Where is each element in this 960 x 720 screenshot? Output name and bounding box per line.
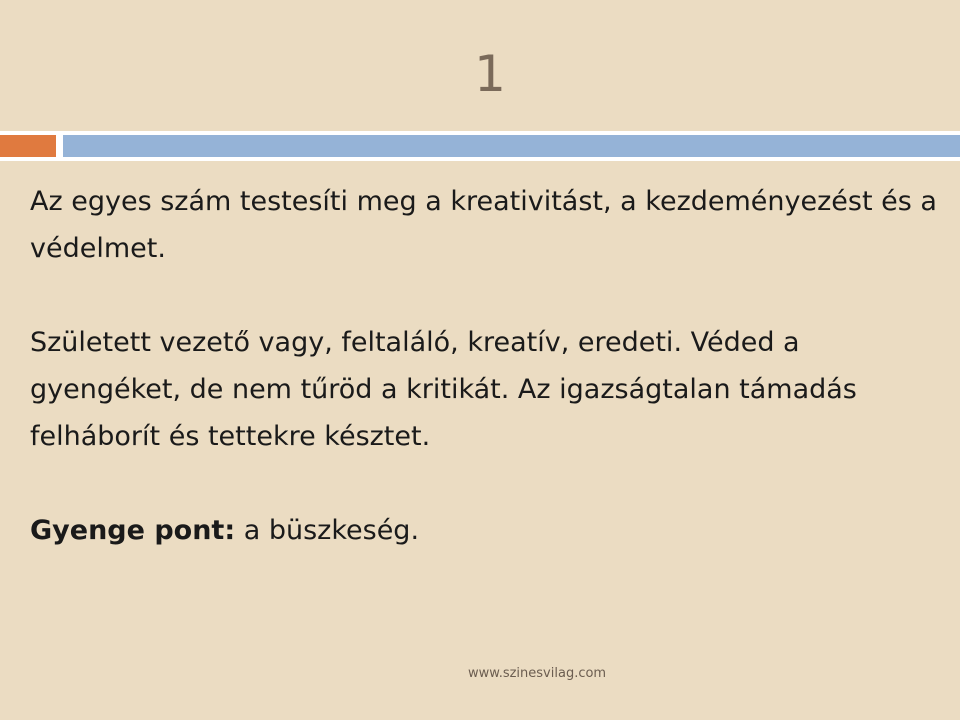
- title-divider: [0, 131, 960, 161]
- paragraph-spacer: [30, 272, 940, 319]
- slide-title: 1: [474, 45, 506, 103]
- slide-body: [30, 178, 940, 554]
- paragraph-intro: Az egyes szám testesíti meg a kreativitást, a kezdeményezést és a védelmet.: [30, 186, 937, 264]
- paragraph-traits: Született vezető vagy, feltaláló, kreatív, eredeti. Véded a gyengéket, de nem tűröd a kritikát. Az igazságtalan támadás felháborít és tettekre késztet.: [30, 327, 857, 452]
- paragraph-spacer: [30, 460, 940, 507]
- divider-accent-block: [0, 135, 56, 157]
- divider-main-bar: [63, 135, 960, 157]
- weak-point-line: [30, 507, 940, 554]
- footer-url: www.szinesvilag.com: [468, 666, 607, 681]
- weak-point-label: Gyenge pont:: [30, 515, 236, 546]
- weak-point-value: a büszkeség.: [235, 515, 420, 546]
